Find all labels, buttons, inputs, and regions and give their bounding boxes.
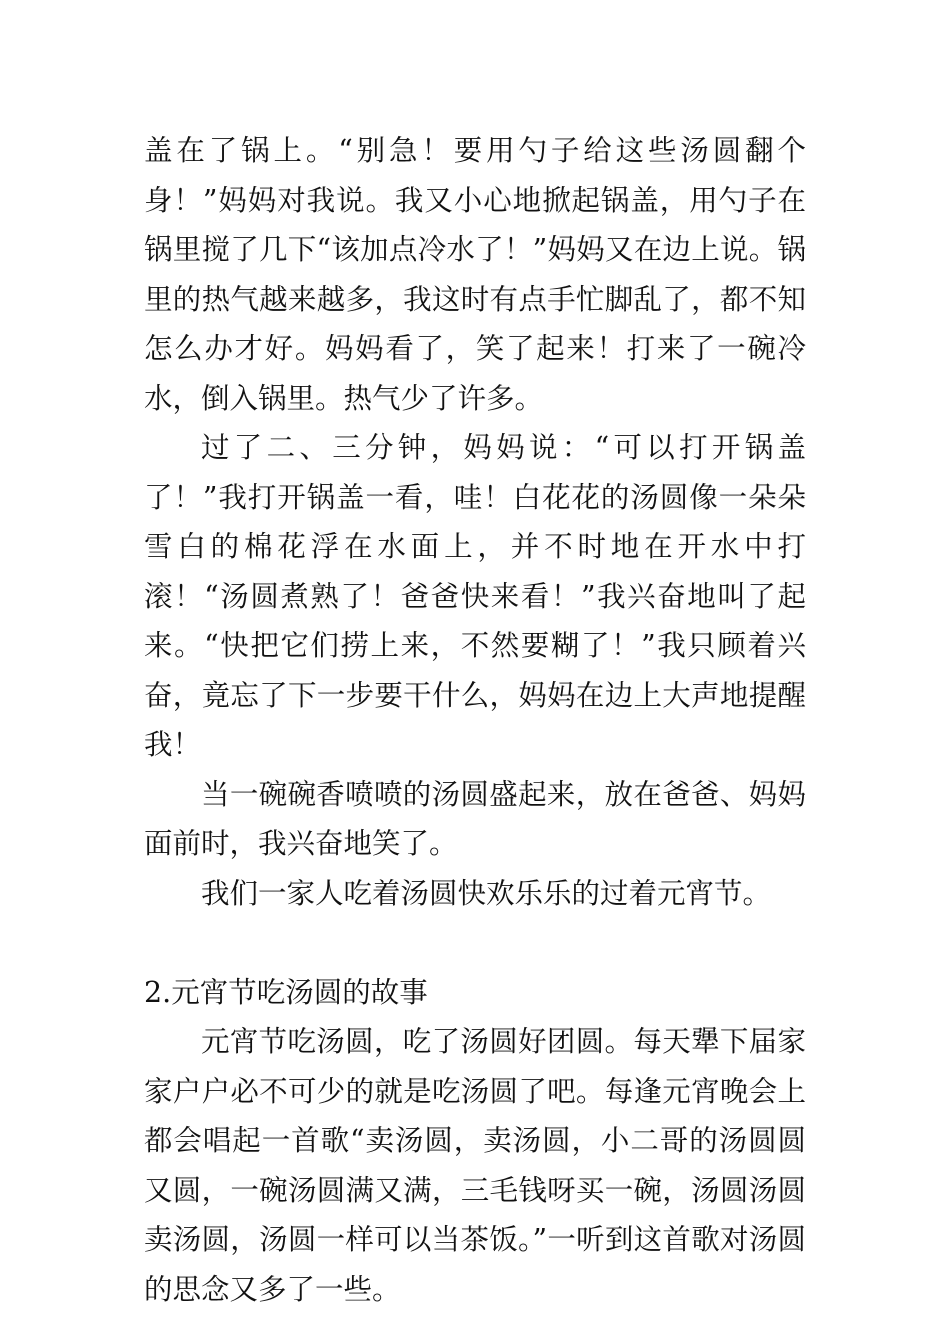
paragraph-open-lid: 过了二、三分钟，妈妈说：“可以打开锅盖了！”我打开锅盖一看，哇！白花花的汤圆像一朵朵雪白的棉花浮在水面上，并不时地在开水中打滚！“汤圆煮熟了！爸爸快来看！”我兴奋地叫了起来。“快把它们捞上来，不然要糊了！”我只顾着兴奋，竟忘了下一步要干什么，妈妈在边上大声地提醒我！ — [144, 431, 806, 761]
section-paragraph: 元宵节吃汤圆，吃了汤圆好团圆。每天犟下届家家户户必不可少的就是吃汤圆了吧。每逢元宵晚会上都会唱起一首歌“卖汤圆，卖汤圆，小二哥的汤圆圆又圆，一碗汤圆满又满，三毛钱呀买一碗，汤圆汤圆卖汤圆，汤圆一样可以当茶饭。”一听到这首歌对汤圆的思念又多了一些。 — [144, 1025, 806, 1306]
paragraph-continued: 盖在了锅上。“别急！要用勺子给这些汤圆翻个身！”妈妈对我说。我又小心地掀起锅盖，用勺子在锅里搅了几下“该加点冷水了！”妈妈又在边上说。锅里的热气越来越多，我这时有点手忙脚乱了，都不知怎么办才好。妈妈看了，笑了起来！打来了一碗冷水，倒入锅里。热气少了许多。 — [144, 134, 806, 415]
section-heading: 2.元宵节吃汤圆的故事 — [144, 975, 428, 1009]
paragraph-family: 我们一家人吃着汤圆快欢乐乐的过着元宵节。 — [201, 876, 772, 910]
document-body — [144, 126, 806, 1314]
section-spacer — [144, 918, 806, 968]
paragraph-serve: 当一碗碗香喷喷的汤圆盛起来，放在爸爸、妈妈面前时，我兴奋地笑了。 — [144, 777, 806, 860]
